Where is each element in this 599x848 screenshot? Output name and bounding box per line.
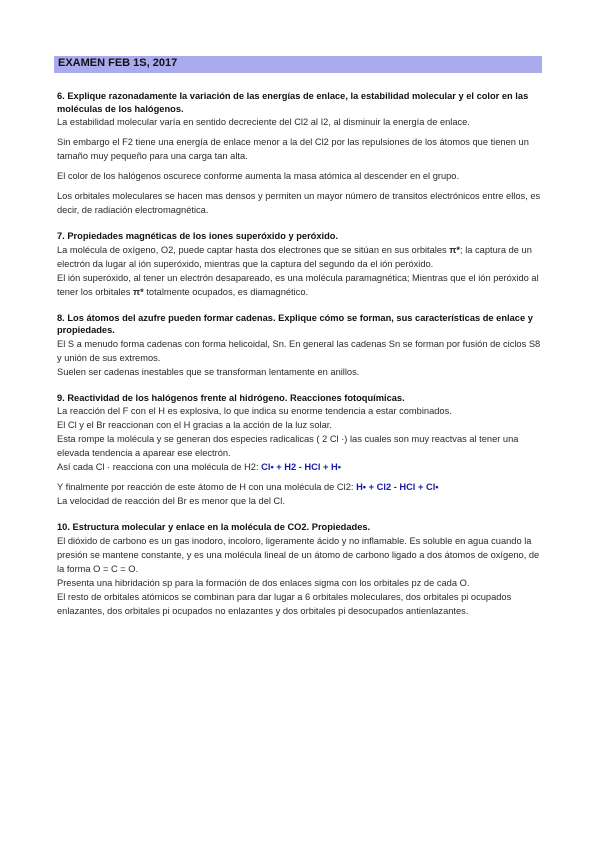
q9-p4-text: Así cada Cl · reacciona con una molécula de H2: bbox=[57, 462, 259, 472]
question-6 bbox=[57, 90, 542, 217]
q9-paragraph-6: La velocidad de reacción del Br es menor que la del Cl. bbox=[57, 496, 285, 506]
exam-title: EXAMEN FEB 1S, 2017 bbox=[58, 57, 178, 69]
q10-paragraph-1: El dióxido de carbono es un gas inodoro, incoloro, ligeramente ácido y no inflamable. Es soluble en agua cuando la presión se mantene constante, y es una molécula lineal de un átomo de carbono ligado a dos átomos de oxígeno, de la forma O = C = O. bbox=[57, 535, 540, 574]
q6-paragraph-1: La estabilidad molecular varía en sentido decreciente del Cl2 al I2, al disminuir la energía de enlace. bbox=[57, 117, 470, 127]
pi-star-orbital-2: π* bbox=[132, 286, 144, 297]
question-10 bbox=[57, 521, 542, 618]
q6-paragraph-3: El color de los halógenos oscurece conforme aumenta la masa atómica al descender en el grupo. bbox=[57, 171, 460, 181]
q8-paragraph-2: Suelen ser cadenas inestables que se transforman lentamente en anillos. bbox=[57, 366, 360, 377]
question-9-title: 9. Reactividad de los halógenos frente al hidrógeno. Reacciones fotoquímicas. bbox=[57, 392, 405, 403]
q9-paragraph-2: El Cl y el Br reaccionan con el H gracias a la acción de la luz solar. bbox=[57, 420, 332, 430]
q7-p1-end: ; la captura de un electrón da lugar al ión superóxido, mientras que la captura del segundo da el ión peróxido. bbox=[57, 244, 532, 269]
q7-p1-start: La molécula de oxígeno, O2, puede captar hasta dos electrones que se sitúan en sus orbitales bbox=[57, 244, 447, 255]
q7-paragraph-1 bbox=[57, 243, 542, 271]
q9-paragraph-1: La reacción del F con el H es explosiva, lo que indica su enorme tendencia a estar combinados. bbox=[57, 406, 452, 416]
document-body bbox=[57, 90, 542, 618]
q10-paragraph-3: El resto de orbitales atómicos se combinan para dar lugar a 6 orbitales moleculares, dos orbitales pi ocupados enlazantes, dos orbitales pi ocupados no enlazantes y dos orbitales pi desocupados antienlazantes. bbox=[57, 591, 512, 616]
question-8-title: 8. Los átomos del azufre pueden formar cadenas. Explique cómo se forman, sus características de enlace y propiedades. bbox=[57, 312, 533, 335]
q10-paragraph-2: Presenta una hibridación sp para la formación de dos enlaces sigma con los orbitales pz de cada O. bbox=[57, 577, 470, 588]
q9-p5-text: Y finalmente por reacción de este átomo de H con una molécula de Cl2: bbox=[57, 482, 354, 492]
equation-2: H• + Cl2 - HCl + Cl• bbox=[356, 482, 439, 492]
q9-paragraph-4 bbox=[57, 460, 542, 474]
header-bar bbox=[54, 56, 542, 73]
question-9 bbox=[57, 392, 542, 509]
q9-paragraph-3: Esta rompe la molécula y se generan dos especies radicalicas ( 2 Cl ·) las cuales son muy reactvas al tener una elevada tendencia a aparear ese electrón. bbox=[57, 434, 519, 458]
question-8 bbox=[57, 312, 542, 379]
q7-p2-end: totalmente ocupados, es diamagnético. bbox=[143, 286, 309, 297]
q6-paragraph-2: Sin embargo el F2 tiene una energía de enlace menor a la del Cl2 por las repulsiones de los átomos que tienen un tamaño muy pequeño para una carga tan alta. bbox=[57, 137, 529, 161]
pi-star-orbital-1: π* bbox=[449, 244, 461, 255]
question-10-title: 10. Estructura molecular y enlace en la molécula de CO2. Propiedades. bbox=[57, 522, 371, 532]
question-7-title: 7. Propiedades magnéticas de los iones superóxido y peróxido. bbox=[57, 231, 339, 241]
q8-paragraph-1: El S a menudo forma cadenas con forma helicoidal, Sn. En general las cadenas Sn se forman por fusión de ciclos S8 y unión de sus extremos. bbox=[57, 338, 541, 363]
q7-p2-start: El ión superóxido, al tener un electrón desapareado, es una molécula paramagnética; Mientras que el ión peróxido al tener los orbitales bbox=[57, 272, 539, 297]
q7-paragraph-2 bbox=[57, 271, 542, 299]
question-7 bbox=[57, 230, 542, 299]
q9-paragraph-5 bbox=[57, 480, 542, 494]
question-6-title: 6. Explique razonadamente la variación de las energías de enlace, la estabilidad molecular y el color en las moléculas de los halógenos. bbox=[57, 91, 529, 114]
equation-1: Cl• + H2 - HCl + H• bbox=[261, 462, 342, 472]
q6-paragraph-4: Los orbitales moleculares se hacen mas densos y permiten un mayor número de transitos electrónicos entre ellos, es decir, de radiación electromagnética. bbox=[57, 191, 541, 215]
